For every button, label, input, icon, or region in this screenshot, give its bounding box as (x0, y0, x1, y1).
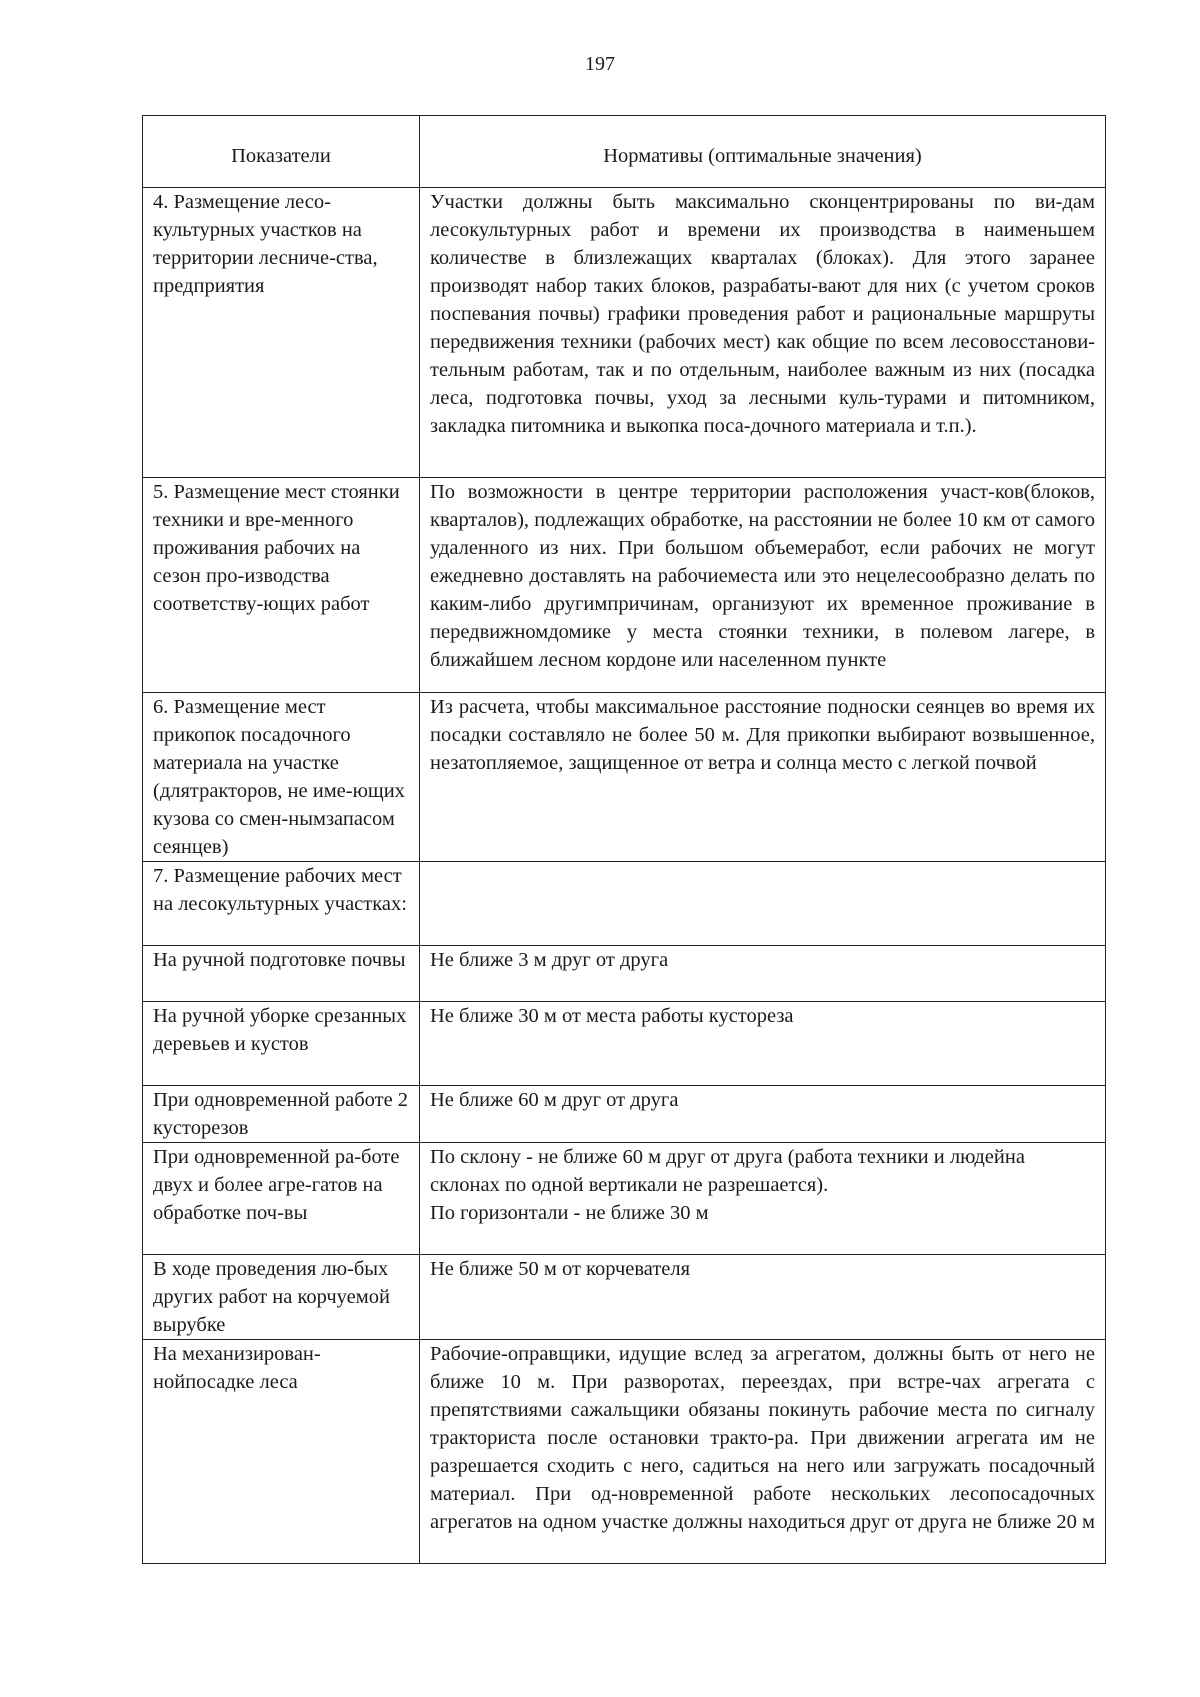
table-row (143, 478, 1106, 693)
norm-cell: Не ближе 3 м друг от друга (420, 946, 1106, 1002)
indicator-cell: При одновременной работе 2 кусторезов (143, 1086, 420, 1143)
norm-cell: Не ближе 50 м от корчевателя (420, 1255, 1106, 1340)
norm-cell: Не ближе 60 м друг от друга (420, 1086, 1106, 1143)
table-row (143, 188, 1106, 478)
indicator-cell: 4. Размещение лесо-культурных участков на территории лесниче-ства, предприятия (143, 188, 420, 478)
indicator-cell: В ходе проведения лю-бых других работ на корчуемой вырубке (143, 1255, 420, 1340)
indicator-cell: 5. Размещение мест стоянки техники и вре-менного проживания рабочих на сезон про-изводства соответству-ющих работ (143, 478, 420, 693)
norm-line-horizontal: По горизонтали - не ближе 30 м (430, 1202, 709, 1224)
indicator-cell: На механизирован-нойпосадке леса (143, 1340, 420, 1564)
norm-cell (420, 1143, 1106, 1255)
indicator-cell: При одновременной ра-боте двух и более агре-гатов на обработке поч-вы (143, 1143, 420, 1255)
indicator-cell: На ручной уборке срезанных деревьев и кустов (143, 1002, 420, 1086)
norm-cell (420, 862, 1106, 946)
table-row (143, 693, 1106, 862)
norm-cell: Из расчета, чтобы максимальное расстояние подноски сеянцев во время их посадки составляло не более 50 м. Для прикопки выбирают возвышенное, незатопляемое, защищенное от ветра и солнца место с легкой почвой (420, 693, 1106, 862)
header-indicators: Показатели (143, 116, 420, 188)
table-row (143, 862, 1106, 946)
table-header-row (143, 116, 1106, 188)
table-row (143, 1340, 1106, 1564)
table-row (143, 946, 1106, 1002)
table-row (143, 1255, 1106, 1340)
norm-cell: Участки должны быть максимально сконцентрированы по ви-дам лесокультурных работ и времени их производства в наименьшем количестве в близлежащих кварталах (блоках). Для этого заранее производят набор таких блоков, разрабаты-вают для них (с учетом сроков поспевания почвы) графики проведения работ и рациональные маршруты передвижения техники (рабочих мест) как общие по всем лесовосстанови-тельным работам, так и по отдельным, наиболее важным из них (посадка леса, подготовка почвы, уход за лесными куль-турами и питомником, закладка питомника и выкопка поса-дочного материала и т.п.). (420, 188, 1106, 478)
norm-cell: Рабочие-оправщики, идущие вслед за агрегатом, должны быть от него не ближе 10 м. При разворотах, переездах, при встре-чах агрегата с препятствиями сажальщики обязаны покинуть рабочие места по сигналу тракториста после остановки тракто-ра. При движении агрегата им не разрешается сходить с него, садиться на него или загружать посадочный материал. При од-новременной работе нескольких лесопосадочных агрегатов на одном участке должны находиться друг от друга не ближе 20 м (420, 1340, 1106, 1564)
table-row (143, 1002, 1106, 1086)
table-row (143, 1086, 1106, 1143)
norm-cell: Не ближе 30 м от места работы кустореза (420, 1002, 1106, 1086)
norm-cell: По возможности в центре территории расположения участ-ков(блоков, кварталов), подлежащих обработке, на расстоянии не более 10 км от самого удаленного из них. При большом объемеработ, если рабочих не могут ежедневно доставлять на рабочиеместа или это нецелесообразно делать по каким-либо другимпричинам, организуют их временное проживание в передвижномдомике у места стоянки техники, в полевом лагере, в ближайшем лесном кордоне или населенном пункте (420, 478, 1106, 693)
indicator-cell: 6. Размещение мест прикопок посадочного материала на участке (длятракторов, не име-ющих кузова со смен-нымзапасом сеянцев) (143, 693, 420, 862)
page-number: 197 (585, 53, 615, 75)
header-norms: Нормативы (оптимальные значения) (420, 116, 1106, 188)
table-row (143, 1143, 1106, 1255)
indicator-cell: На ручной подготовке почвы (143, 946, 420, 1002)
norms-table (142, 115, 1106, 1564)
indicator-cell: 7. Размещение рабочих мест на лесокультурных участках: (143, 862, 420, 946)
norm-line-slope: По склону - не ближе 60 м друг от друга (работа техники и людейна склонах по одной вертикали не разрешается). (430, 1146, 1025, 1196)
